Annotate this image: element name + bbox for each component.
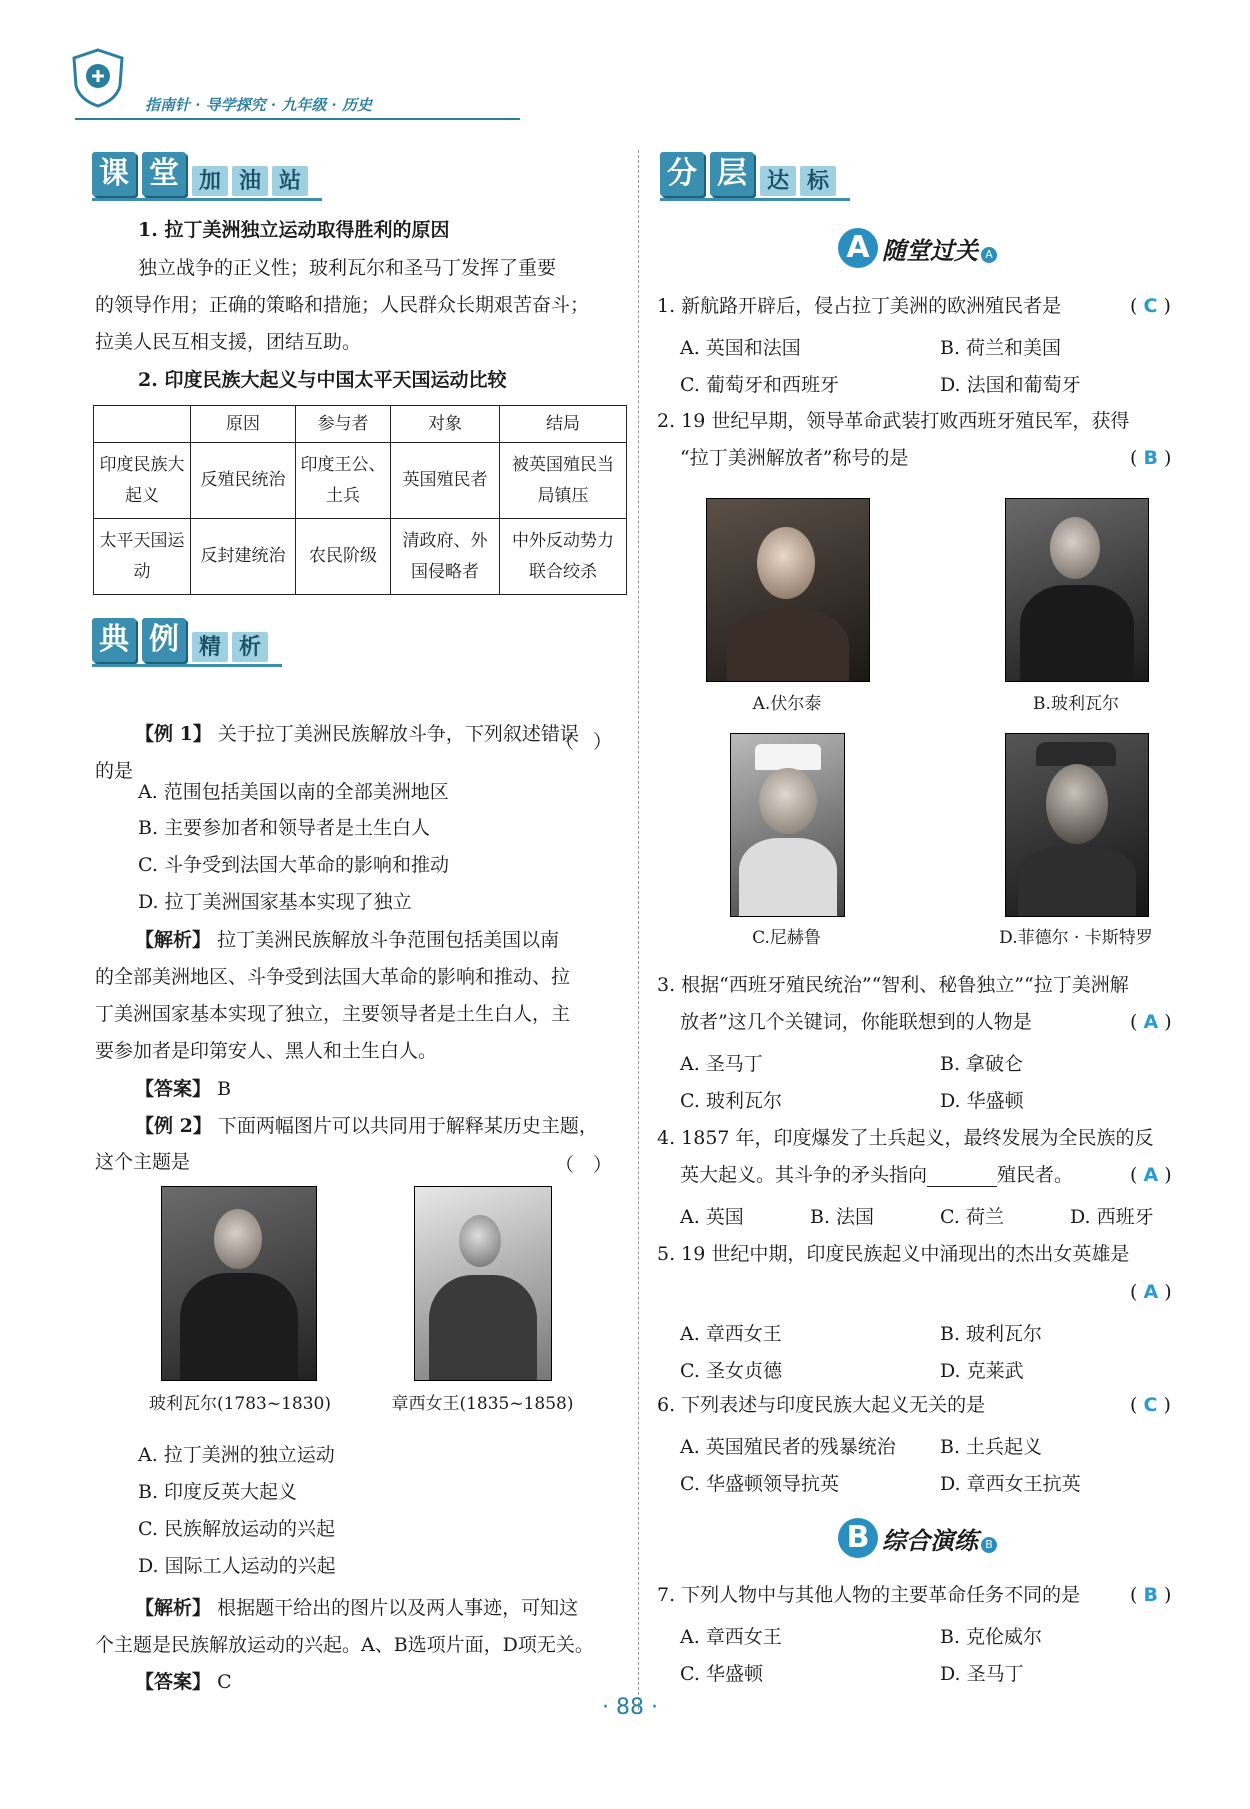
table-cell: 太平天国运动 xyxy=(94,519,191,595)
question-2-stem-cont: “拉丁美洲解放者”称号的是 xyxy=(680,447,909,469)
badge-small: B xyxy=(981,1537,997,1553)
image-caption: D.菲德尔 · 卡斯特罗 xyxy=(999,928,1153,948)
table-row xyxy=(94,519,627,595)
section-char: 层 xyxy=(710,152,754,196)
question-5-stem: 5. 19 世纪中期，印度民族起义中涌现出的杰出女英雄是 xyxy=(657,1243,1130,1265)
option: C. 圣女贞德 xyxy=(680,1360,782,1382)
option: D. 拉丁美洲国家基本实现了独立 xyxy=(138,891,412,913)
answer-value: C xyxy=(1143,295,1158,317)
badge-letter: A xyxy=(838,228,878,268)
example1-stem xyxy=(135,716,579,753)
portrait-rani xyxy=(414,1186,552,1381)
answer-value: A xyxy=(1143,1011,1159,1033)
option: D. 华盛顿 xyxy=(940,1090,1024,1112)
section-header-classroom xyxy=(92,152,312,196)
option: D. 法国和葡萄牙 xyxy=(940,374,1081,396)
answer-box: ( A ) xyxy=(1130,1164,1172,1186)
example2-stem-cont: 这个主题是 xyxy=(95,1151,191,1173)
badge-level-a xyxy=(838,228,997,268)
option: B. 克伦威尔 xyxy=(940,1626,1043,1648)
example1-analysis xyxy=(135,922,559,959)
table-cell: 印度民族大起义 xyxy=(94,443,191,519)
question-7-stem: 7. 下列人物中与其他人物的主要革命任务不同的是 xyxy=(657,1584,1081,1606)
section-header-levels xyxy=(660,152,840,196)
option: C. 玻利瓦尔 xyxy=(680,1090,782,1112)
question-4-text-end: 殖民者。 xyxy=(997,1164,1074,1186)
section-char: 例 xyxy=(142,618,186,662)
badge-small: A xyxy=(981,247,997,263)
section-char: 油 xyxy=(232,166,268,196)
option: D. 克莱武 xyxy=(940,1360,1024,1382)
analysis-text: 根据题干给出的图片以及两人事迹，可知这 xyxy=(217,1597,579,1619)
section-header-examples xyxy=(92,618,272,662)
option: A. 范围包括美国以南的全部美洲地区 xyxy=(138,781,449,803)
table-cell: 反殖民统治 xyxy=(191,443,296,519)
section-char: 典 xyxy=(92,618,136,662)
portrait-bolivar xyxy=(161,1186,317,1381)
section-char: 加 xyxy=(192,166,228,196)
badge-letter: B xyxy=(838,1518,878,1558)
table-header: 对象 xyxy=(391,406,500,443)
portrait-castro xyxy=(1005,733,1149,917)
option: C. 华盛顿领导抗英 xyxy=(680,1473,839,1495)
option: A. 章西女王 xyxy=(680,1626,782,1648)
analysis-text: 的全部美洲地区、斗争受到法国大革命的影响和推动、拉 xyxy=(95,966,571,988)
answer-paren: （ ） xyxy=(555,731,613,753)
analysis-text: 拉丁美洲民族解放斗争范围包括美国以南 xyxy=(217,929,560,951)
example1-stem-cont: 的是 xyxy=(95,760,134,782)
image-caption: A.伏尔泰 xyxy=(752,694,822,714)
image-caption: C.尼赫鲁 xyxy=(752,928,821,948)
option: C. 民族解放运动的兴起 xyxy=(138,1518,335,1540)
point1-line: 独立战争的正义性；玻利瓦尔和圣马丁发挥了重要 xyxy=(138,257,557,279)
option: D. 国际工人运动的兴起 xyxy=(138,1555,336,1577)
answer-value: A xyxy=(1143,1164,1159,1186)
answer-value: C xyxy=(217,1671,232,1693)
question-4-text: 英大起义。其斗争的矛头指向 xyxy=(680,1164,928,1186)
question-1-stem: 1. 新航路开辟后，侵占拉丁美洲的欧洲殖民者是 xyxy=(657,295,1062,317)
example1-label: 【例 1】 xyxy=(135,723,212,745)
analysis-text: 个主题是民族解放运动的兴起。A、B选项片面，D项无关。 xyxy=(95,1634,594,1656)
answer-value: A xyxy=(1143,1281,1159,1303)
badge-label: 综合演练 xyxy=(882,1525,978,1555)
table-cell: 反封建统治 xyxy=(191,519,296,595)
example2-analysis xyxy=(135,1590,578,1627)
section-char: 精 xyxy=(192,632,228,662)
column-divider xyxy=(638,150,639,1710)
table-header: 原因 xyxy=(191,406,296,443)
section-char: 析 xyxy=(232,632,268,662)
option: B. 荷兰和美国 xyxy=(940,337,1062,359)
section-char: 堂 xyxy=(142,152,186,196)
page-number: · 88 · xyxy=(602,1695,658,1720)
table-cell: 农民阶级 xyxy=(296,519,391,595)
logo-icon xyxy=(70,48,126,108)
portrait-nehru xyxy=(730,733,845,917)
table-header: 结局 xyxy=(500,406,627,443)
question-3-stem-cont: 放者”这几个关键词，你能联想到的人物是 xyxy=(680,1011,1032,1033)
portrait-bolivar-b xyxy=(1005,498,1149,682)
answer-paren: （ ） xyxy=(555,1154,613,1176)
question-3-stem: 3. 根据“西班牙殖民统治”“智利、秘鲁独立”“拉丁美洲解 xyxy=(657,974,1129,996)
example2-stem xyxy=(135,1108,598,1145)
table-cell: 清政府、外国侵略者 xyxy=(391,519,500,595)
comparison-table xyxy=(93,405,627,595)
image-caption: 玻利瓦尔(1783~1830) xyxy=(148,1394,332,1414)
answer-box: ( A ) xyxy=(1130,1011,1172,1033)
question-4-stem-cont xyxy=(680,1158,1073,1192)
portrait-voltaire xyxy=(706,498,870,682)
point1-title: 1. 拉丁美洲独立运动取得胜利的原因 xyxy=(138,219,450,241)
section-char: 课 xyxy=(92,152,136,196)
answer-box: ( A ) xyxy=(1130,1281,1172,1303)
option: C. 荷兰 xyxy=(940,1206,1004,1228)
point1-line: 拉美人民互相支援，团结互助。 xyxy=(95,331,362,353)
option: B. 拿破仑 xyxy=(940,1053,1024,1075)
example1-answer xyxy=(135,1071,231,1108)
example2-label: 【例 2】 xyxy=(135,1115,212,1137)
table-header-row xyxy=(94,406,627,443)
example1-stem-text: 关于拉丁美洲民族解放斗争，下列叙述错误 xyxy=(217,723,579,745)
answer-value: B xyxy=(1143,1584,1158,1606)
badge-level-b xyxy=(838,1518,997,1558)
option: B. 土兵起义 xyxy=(940,1436,1043,1458)
section-char: 站 xyxy=(272,166,308,196)
option: B. 玻利瓦尔 xyxy=(940,1323,1043,1345)
analysis-label: 【解析】 xyxy=(135,929,212,951)
table-header: 参与者 xyxy=(296,406,391,443)
analysis-label: 【解析】 xyxy=(135,1597,212,1619)
option: A. 章西女王 xyxy=(680,1323,782,1345)
option: A. 英国殖民者的残暴统治 xyxy=(680,1436,896,1458)
option: D. 圣马丁 xyxy=(940,1663,1024,1685)
image-caption: B.玻利瓦尔 xyxy=(1033,694,1119,714)
option: D. 西班牙 xyxy=(1070,1206,1154,1228)
table-cell: 英国殖民者 xyxy=(391,443,500,519)
table-cell: 印度王公、土兵 xyxy=(296,443,391,519)
option: A. 拉丁美洲的独立运动 xyxy=(138,1444,335,1466)
section-char: 标 xyxy=(800,166,836,196)
header-rule xyxy=(75,118,520,120)
table-row xyxy=(94,443,627,519)
answer-value: C xyxy=(1143,1394,1158,1416)
point2-title: 2. 印度民族大起义与中国太平天国运动比较 xyxy=(138,369,507,391)
option: B. 印度反英大起义 xyxy=(138,1481,298,1503)
answer-box: ( B ) xyxy=(1130,447,1172,469)
answer-box: ( C ) xyxy=(1130,295,1171,317)
question-2-stem: 2. 19 世纪早期，领导革命武装打败西班牙殖民军，获得 xyxy=(657,410,1130,432)
fill-blank xyxy=(927,1166,997,1187)
option: C. 华盛顿 xyxy=(680,1663,763,1685)
option: C. 斗争受到法国大革命的影响和推动 xyxy=(138,854,449,876)
section-char: 分 xyxy=(660,152,704,196)
question-4-stem: 4. 1857 年，印度爆发了土兵起义，最终发展为全民族的反 xyxy=(657,1127,1154,1149)
answer-value: B xyxy=(217,1078,232,1100)
option: A. 圣马丁 xyxy=(680,1053,763,1075)
option: B. 法国 xyxy=(810,1206,875,1228)
option: B. 主要参加者和领导者是土生白人 xyxy=(138,817,431,839)
answer-label: 【答案】 xyxy=(135,1078,212,1100)
answer-box: ( C ) xyxy=(1130,1394,1171,1416)
example2-stem-text: 下面两幅图片可以共同用于解释某历史主题， xyxy=(217,1115,598,1137)
table-cell: 被英国殖民当局镇压 xyxy=(500,443,627,519)
badge-label: 随堂过关 xyxy=(882,235,978,265)
answer-value: B xyxy=(1143,447,1158,469)
table-header xyxy=(94,406,191,443)
option: D. 章西女王抗英 xyxy=(940,1473,1081,1495)
analysis-text: 要参加者是印第安人、黑人和土生白人。 xyxy=(95,1040,438,1062)
image-caption: 章西女王(1835~1858) xyxy=(391,1394,574,1414)
option: A. 英国和法国 xyxy=(680,337,801,359)
answer-label: 【答案】 xyxy=(135,1671,212,1693)
point1-line: 的领导作用；正确的策略和措施；人民群众长期艰苦奋斗； xyxy=(95,294,590,316)
question-6-stem: 6. 下列表述与印度民族大起义无关的是 xyxy=(657,1394,986,1416)
section-char: 达 xyxy=(760,166,796,196)
answer-box: ( B ) xyxy=(1130,1584,1172,1606)
example2-answer xyxy=(135,1664,232,1701)
table-cell: 中外反动势力联合绞杀 xyxy=(500,519,627,595)
option: C. 葡萄牙和西班牙 xyxy=(680,374,839,396)
option: A. 英国 xyxy=(680,1206,744,1228)
analysis-text: 丁美洲国家基本实现了独立，主要领导者是土生白人，主 xyxy=(95,1003,571,1025)
header-title: 指南针 · 导学探究 · 九年级 · 历史 xyxy=(145,96,373,114)
